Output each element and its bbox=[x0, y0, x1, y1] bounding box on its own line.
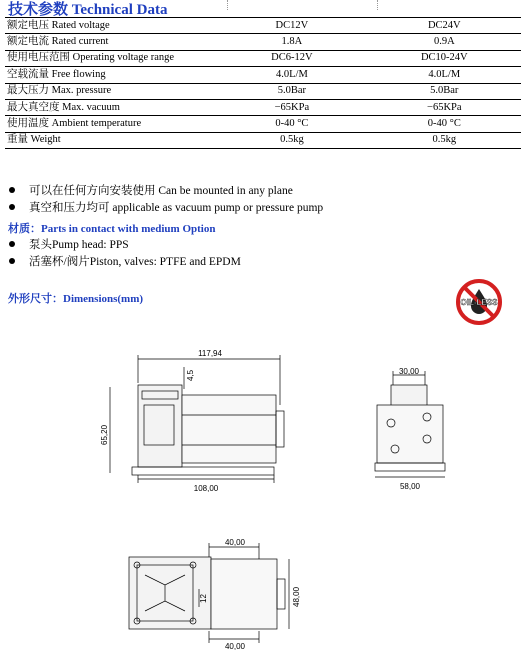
table-row bbox=[5, 18, 521, 34]
table-cell: 使用电压范围 Operating voltage range bbox=[5, 50, 216, 66]
bullet-icon bbox=[9, 187, 15, 193]
table-cell: 0.5kg bbox=[216, 132, 365, 148]
table-cell: −65KPa bbox=[216, 99, 365, 115]
dim-label: 108,00 bbox=[193, 484, 219, 493]
table-row bbox=[5, 50, 521, 66]
table-cell: DC24V bbox=[366, 18, 521, 34]
table-cell: 0-40 °C bbox=[216, 116, 365, 132]
table-cell: 最大压力 Max. pressure bbox=[5, 83, 216, 99]
motor-cap bbox=[276, 411, 284, 447]
spec-table bbox=[5, 17, 521, 149]
table-row bbox=[5, 83, 521, 99]
dim-label: 40,00 bbox=[224, 538, 246, 547]
table-cell: 额定电流 Rated current bbox=[5, 34, 216, 50]
table-row bbox=[5, 99, 521, 115]
table-cell: 最大真空度 Max. vacuum bbox=[5, 99, 216, 115]
table-cell: −65KPa bbox=[366, 99, 521, 115]
end-base bbox=[375, 463, 445, 471]
end-body bbox=[377, 405, 443, 463]
table-cell: DC10-24V bbox=[366, 50, 521, 66]
dim-label: 12 bbox=[199, 594, 208, 603]
table-cell: 空载流量 Free flowing bbox=[5, 67, 216, 83]
table-cell: 0-40 °C bbox=[366, 116, 521, 132]
top-view-drawing bbox=[115, 535, 315, 650]
dim-label: 65,20 bbox=[100, 424, 109, 445]
motor-body bbox=[182, 395, 276, 463]
oil-less-badge bbox=[456, 279, 502, 325]
side-view-drawing bbox=[100, 345, 285, 495]
feature-text: 可以在任何方向安装使用 Can be mounted in any plane bbox=[29, 184, 293, 197]
table-cell: 5.0Bar bbox=[366, 83, 521, 99]
header-divider bbox=[377, 0, 378, 10]
base-plate bbox=[132, 467, 274, 475]
table-cell: 重量 Weight bbox=[5, 132, 216, 148]
table-cell: 4.0L/M bbox=[366, 67, 521, 83]
dimensions-title: 外形尺寸：Dimensions(mm) bbox=[8, 293, 144, 305]
table-row bbox=[5, 132, 521, 148]
table-cell: 5.0Bar bbox=[216, 83, 365, 99]
list-item bbox=[8, 181, 323, 198]
end-top-block bbox=[391, 385, 427, 407]
table-cell: DC6-12V bbox=[216, 50, 365, 66]
material-text: 活塞杯/阀片Piston, valves: PTFE and EPDM bbox=[29, 255, 241, 268]
list-item bbox=[8, 235, 241, 252]
pump-head bbox=[138, 385, 182, 467]
table-cell: 1.8A bbox=[216, 34, 365, 50]
table-cell: 0.5kg bbox=[366, 132, 521, 148]
table-cell: 0.9A bbox=[366, 34, 521, 50]
section-title: 技术参数 Technical Data bbox=[8, 2, 168, 18]
table-row bbox=[5, 34, 521, 50]
table-cell: 使用温度 Ambient temperature bbox=[5, 116, 216, 132]
feature-list bbox=[8, 181, 323, 215]
material-text: 泵头Pump head: PPS bbox=[29, 238, 129, 251]
table-cell: 4.0L/M bbox=[216, 67, 365, 83]
dim-label: 48,00 bbox=[292, 586, 301, 607]
header-divider bbox=[227, 0, 228, 10]
materials-title: 材质：Parts in contact with medium Option bbox=[8, 223, 216, 235]
dim-label: 58,00 bbox=[399, 482, 421, 491]
list-item bbox=[8, 252, 241, 269]
bullet-icon bbox=[9, 204, 15, 210]
badge-text: OIL-LESS bbox=[460, 298, 498, 307]
dim-label: 4,5 bbox=[186, 369, 195, 381]
end-view-drawing bbox=[365, 365, 465, 495]
table-row bbox=[5, 116, 521, 132]
list-item bbox=[8, 198, 323, 215]
materials-list bbox=[8, 235, 241, 269]
dim-label: 117,94 bbox=[198, 349, 222, 358]
top-motor-body bbox=[211, 559, 277, 629]
top-motor-cap bbox=[277, 579, 285, 609]
feature-text: 真空和压力均可 applicable as vacuum pump or pressure pump bbox=[29, 201, 324, 214]
dim-label: 40,00 bbox=[224, 642, 246, 650]
bullet-icon bbox=[9, 241, 15, 247]
table-row bbox=[5, 67, 521, 83]
dim-label: 30,00 bbox=[398, 367, 420, 376]
table-cell: 额定电压 Rated voltage bbox=[5, 18, 216, 34]
table-cell: DC12V bbox=[216, 18, 365, 34]
bullet-icon bbox=[9, 258, 15, 264]
